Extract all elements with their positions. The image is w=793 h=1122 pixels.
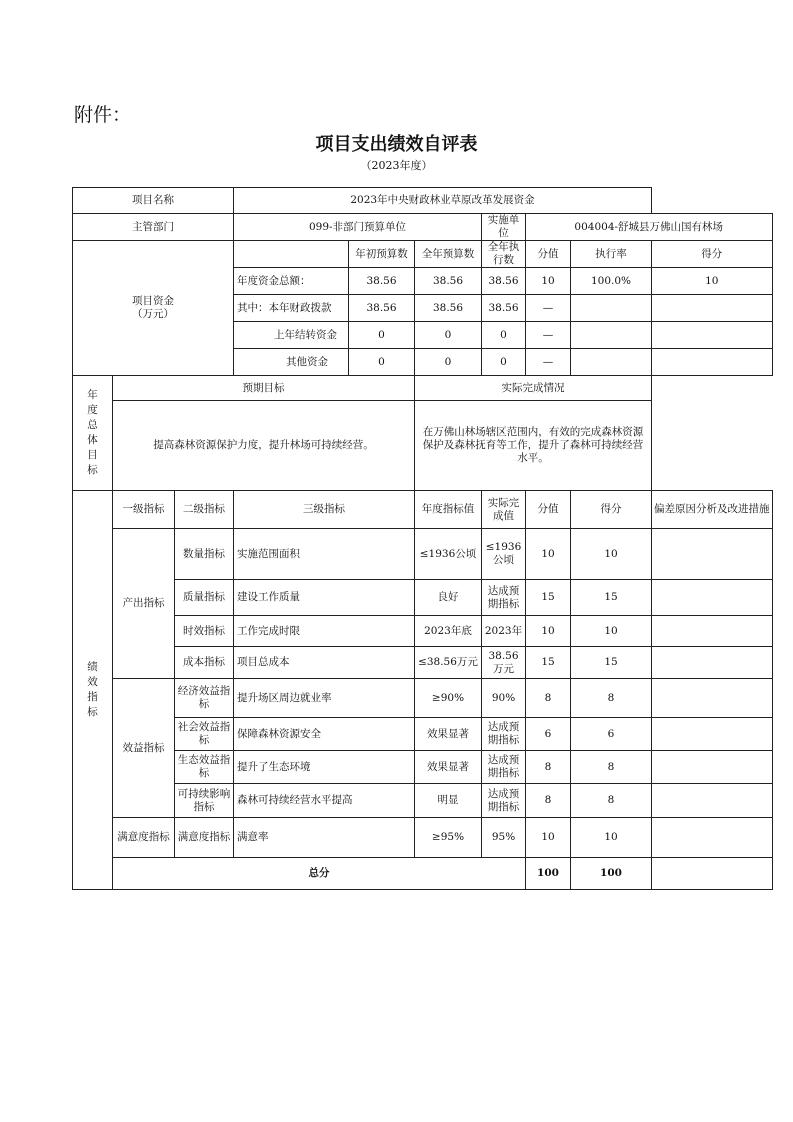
- funds-label-line2: （万元）: [132, 308, 174, 320]
- indicator-row: [73, 718, 773, 751]
- project-name-label: 项目名称: [73, 188, 234, 214]
- remark: [652, 580, 773, 616]
- score-value: 10: [526, 529, 571, 580]
- header-target: 年度指标值: [415, 491, 482, 529]
- actual: 90%: [482, 679, 526, 718]
- funds-row-label: 年度资金总额：: [234, 268, 349, 295]
- level3: 森林可持续经营水平提高: [234, 784, 415, 818]
- score-value: 8: [526, 784, 571, 818]
- funds-initial: 38.56: [349, 268, 415, 295]
- funds-executed: 38.56: [482, 268, 526, 295]
- score: 10: [571, 529, 652, 580]
- actual: ≤1936公顷: [482, 529, 526, 580]
- actual: 达成预期指标: [482, 784, 526, 818]
- performance-indicator-label: [73, 491, 113, 890]
- total-score: 100: [571, 858, 652, 890]
- score: 8: [571, 751, 652, 784]
- remark: [652, 679, 773, 718]
- score: 6: [571, 718, 652, 751]
- score-value: 6: [526, 718, 571, 751]
- remark: [652, 529, 773, 580]
- actual: 达成预期指标: [482, 751, 526, 784]
- funds-score: [652, 295, 773, 322]
- score-value: 10: [526, 616, 571, 647]
- score-value: 15: [526, 580, 571, 616]
- indicator-row: [73, 616, 773, 647]
- indicator-row: [73, 784, 773, 818]
- project-name-row: [73, 188, 773, 214]
- department-row: [73, 214, 773, 241]
- score: 10: [571, 818, 652, 858]
- remark: [652, 616, 773, 647]
- indicator-row: [73, 818, 773, 858]
- indicator-row: [73, 679, 773, 718]
- implementing-unit-value: 004004-舒城县万佛山国有林场: [526, 214, 773, 241]
- funds-label-line1: 项目资金: [132, 295, 174, 307]
- funds-annual: 38.56: [415, 295, 482, 322]
- indicator-row: [73, 647, 773, 679]
- funds-annual: 0: [415, 322, 482, 349]
- header-level1: 一级指标: [113, 491, 175, 529]
- level2: 生态效益指标: [175, 751, 234, 784]
- funds-initial: 0: [349, 322, 415, 349]
- score: 15: [571, 580, 652, 616]
- funds-row-label: 上年结转资金: [234, 322, 349, 349]
- level3: 提升了生态环境: [234, 751, 415, 784]
- total-score-value: 100: [526, 858, 571, 890]
- level1-output: 产出指标: [113, 529, 175, 679]
- attachment-label: 附件：: [74, 104, 132, 126]
- target: 效果显著: [415, 718, 482, 751]
- funds-header-rate: 执行率: [571, 241, 652, 268]
- target: ≥95%: [415, 818, 482, 858]
- target: 2023年底: [415, 616, 482, 647]
- level3: 保障森林资源安全: [234, 718, 415, 751]
- header-actual: 实际完成值: [482, 491, 526, 529]
- header-remark: 偏差原因分析及改进措施: [652, 491, 773, 529]
- remark: [652, 751, 773, 784]
- level2: 经济效益指标: [175, 679, 234, 718]
- indicator-row: [73, 751, 773, 784]
- funds-rate: [571, 322, 652, 349]
- actual: 2023年: [482, 616, 526, 647]
- funds-initial: 38.56: [349, 295, 415, 322]
- goals-content-row: [73, 401, 773, 491]
- remark: [652, 784, 773, 818]
- self-evaluation-table: [72, 187, 773, 890]
- funds-rate: 100.0%: [571, 268, 652, 295]
- header-level3: 三级指标: [234, 491, 415, 529]
- funds-row-label: 其中：本年财政拨款: [234, 295, 349, 322]
- funds-label: [73, 241, 234, 376]
- funds-initial: 0: [349, 349, 415, 376]
- funds-score: 10: [652, 268, 773, 295]
- funds-header-annual: 全年预算数: [415, 241, 482, 268]
- funds-executed: 0: [482, 349, 526, 376]
- level3: 满意率: [234, 818, 415, 858]
- indicator-row: [73, 580, 773, 616]
- level2: 满意度指标: [175, 818, 234, 858]
- funds-header-executed: 全年执行数: [482, 241, 526, 268]
- funds-rate: [571, 349, 652, 376]
- level1-benefit: 效益指标: [113, 679, 175, 818]
- project-name-value: 2023年中央财政林业草原改革发展资金: [234, 188, 652, 214]
- indicator-header-row: [73, 491, 773, 529]
- goals-header-row: [73, 376, 773, 401]
- header-level2: 二级指标: [175, 491, 234, 529]
- funds-header-score: 得分: [652, 241, 773, 268]
- funds-row-label: 其他资金: [234, 349, 349, 376]
- remark: [652, 647, 773, 679]
- target: 效果显著: [415, 751, 482, 784]
- funds-executed: 0: [482, 322, 526, 349]
- funds-score: [652, 349, 773, 376]
- score-value: 10: [526, 818, 571, 858]
- actual: 达成预期指标: [482, 580, 526, 616]
- annual-goal-label-text: 年 度 总 体 目 标: [87, 389, 98, 476]
- score: 8: [571, 679, 652, 718]
- remark: [652, 718, 773, 751]
- actual-result-text: 在万佛山林场辖区范围内，有效的完成森林资源保护及森林抚育等工作，提升了森林可持续经营水平。: [415, 401, 652, 491]
- level3: 提升场区周边就业率: [234, 679, 415, 718]
- score-value: 8: [526, 679, 571, 718]
- level1-satisfaction: 满意度指标: [113, 818, 175, 858]
- level3: 工作完成时限: [234, 616, 415, 647]
- funds-score: [652, 322, 773, 349]
- level2: 数量指标: [175, 529, 234, 580]
- target: ≤38.56万元: [415, 647, 482, 679]
- score: 15: [571, 647, 652, 679]
- actual: 38.56万元: [482, 647, 526, 679]
- level2: 时效指标: [175, 616, 234, 647]
- level2: 质量指标: [175, 580, 234, 616]
- score-value: 15: [526, 647, 571, 679]
- header-score-value: 分值: [526, 491, 571, 529]
- score: 8: [571, 784, 652, 818]
- actual: 95%: [482, 818, 526, 858]
- target: 良好: [415, 580, 482, 616]
- expected-goal-header: 预期目标: [113, 376, 415, 401]
- target: ≥90%: [415, 679, 482, 718]
- funds-annual: 0: [415, 349, 482, 376]
- target: 明显: [415, 784, 482, 818]
- actual-result-header: 实际完成情况: [415, 376, 652, 401]
- funds-executed: 38.56: [482, 295, 526, 322]
- funds-header-score-value: 分值: [526, 241, 571, 268]
- funds-rate: [571, 295, 652, 322]
- funds-score-value: —: [526, 349, 571, 376]
- total-label: 总分: [113, 858, 526, 890]
- remark: [652, 818, 773, 858]
- funds-header-blank: [234, 241, 349, 268]
- score-value: 8: [526, 751, 571, 784]
- level2: 成本指标: [175, 647, 234, 679]
- target: ≤1936公顷: [415, 529, 482, 580]
- level2: 可持续影响指标: [175, 784, 234, 818]
- level3: 建设工作质量: [234, 580, 415, 616]
- funds-score-value: 10: [526, 268, 571, 295]
- funds-annual: 38.56: [415, 268, 482, 295]
- level3: 实施范围面积: [234, 529, 415, 580]
- level3: 项目总成本: [234, 647, 415, 679]
- annual-goal-label: [73, 376, 113, 491]
- level2: 社会效益指标: [175, 718, 234, 751]
- indicator-row: [73, 529, 773, 580]
- funds-header-row: [73, 241, 773, 268]
- performance-indicator-label-text: 绩 效 指 标: [87, 661, 98, 718]
- total-row: [73, 858, 773, 890]
- header-score: 得分: [571, 491, 652, 529]
- funds-score-value: —: [526, 295, 571, 322]
- score: 10: [571, 616, 652, 647]
- funds-score-value: —: [526, 322, 571, 349]
- implementing-unit-label: 实施单位: [482, 214, 526, 241]
- page-subtitle: （2023年度）: [360, 159, 433, 172]
- expected-goal-text: 提高森林资源保护力度，提升林场可持续经营。: [113, 401, 415, 491]
- department-value: 099-非部门预算单位: [234, 214, 482, 241]
- page-title: 项目支出绩效自评表: [315, 134, 478, 155]
- total-remark: [652, 858, 773, 890]
- actual: 达成预期指标: [482, 718, 526, 751]
- department-label: 主管部门: [73, 214, 234, 241]
- funds-header-initial: 年初预算数: [349, 241, 415, 268]
